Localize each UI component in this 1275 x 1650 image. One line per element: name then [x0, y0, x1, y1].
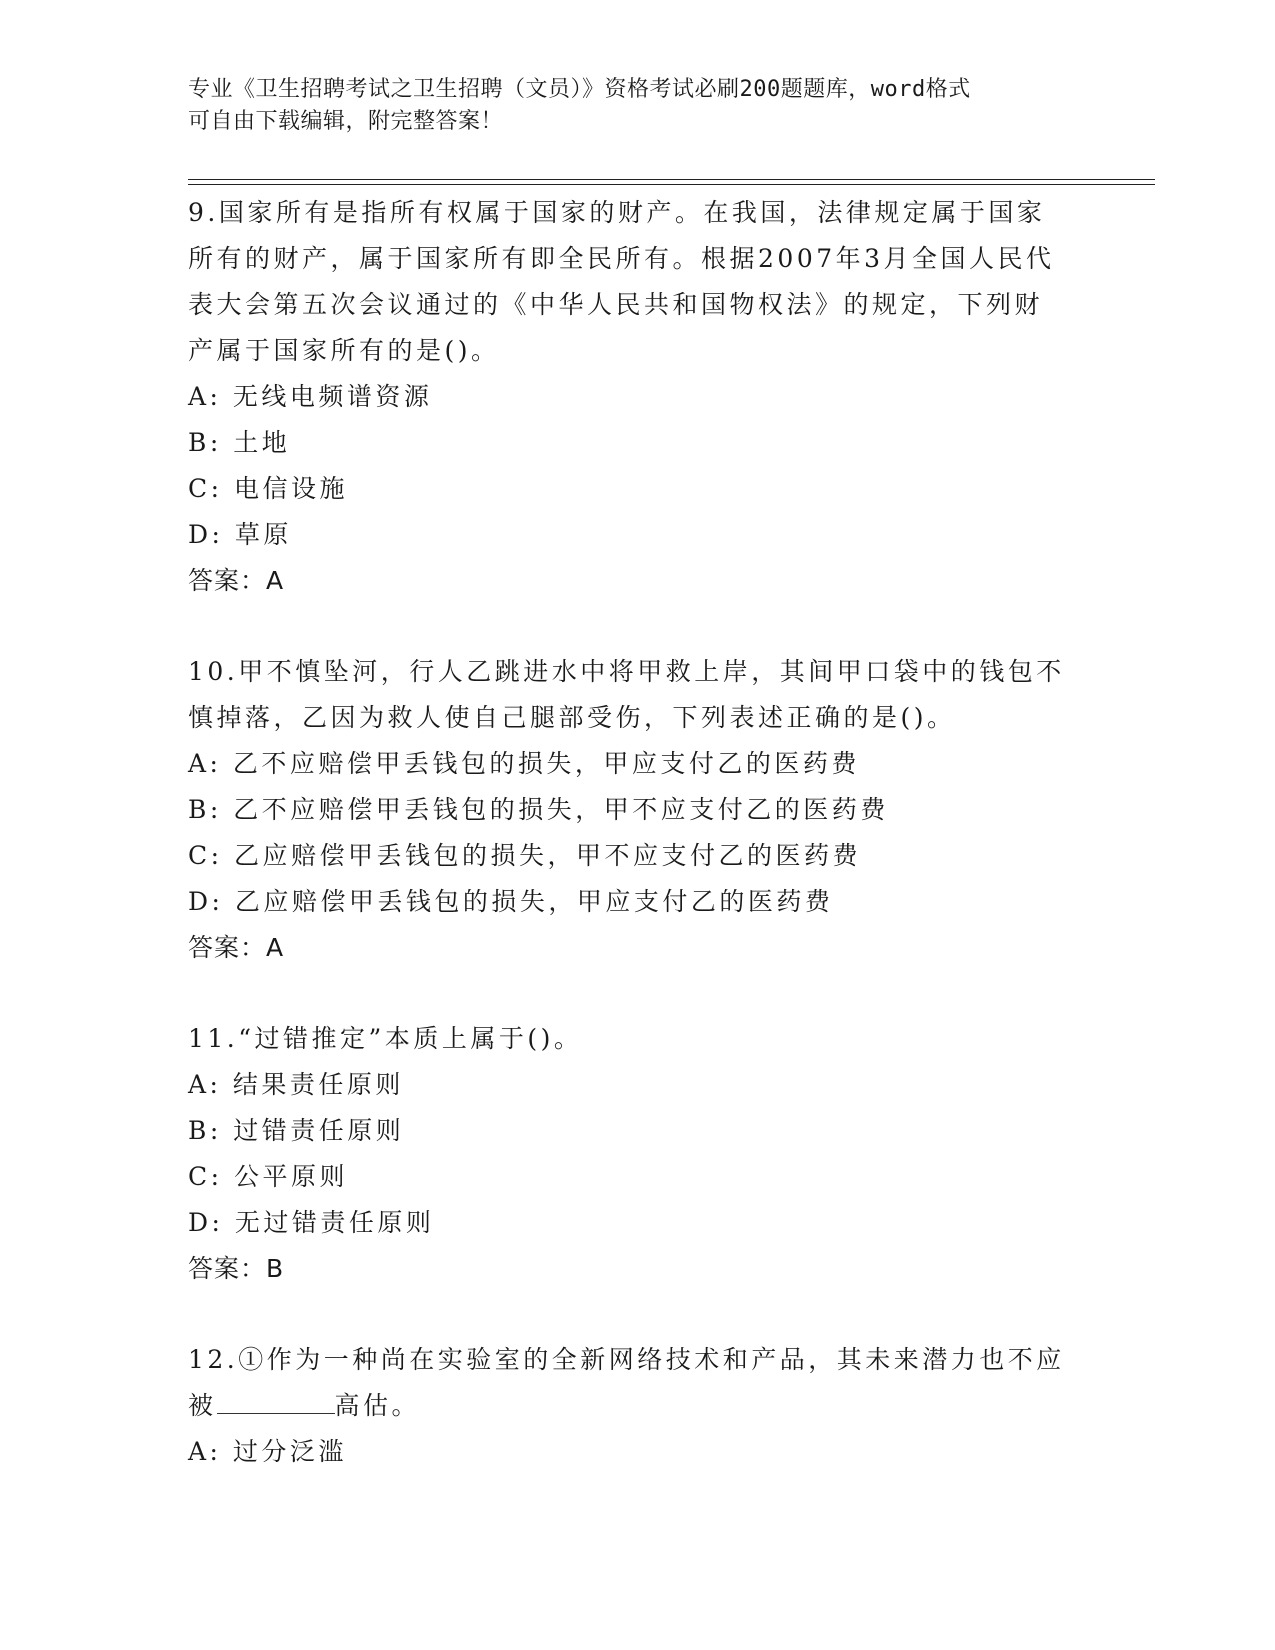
fill-in-blank	[217, 1391, 335, 1414]
stem-line: 表大会第五次会议通过的《中华人民共和国物权法》的规定，下列财	[188, 290, 1044, 319]
option-b: B: 乙不应赔偿甲丢钱包的损失，甲不应支付乙的医药费	[188, 795, 889, 824]
header-line-1: 专业《卫生招聘考试之卫生招聘（文员）》资格考试必刷200题题库，word格式	[188, 77, 971, 102]
question-10	[188, 649, 1088, 971]
answer: 答案：A	[188, 933, 285, 962]
header-rule-top	[188, 179, 1155, 180]
answer: 答案：A	[188, 566, 285, 595]
stem-line	[188, 1383, 1088, 1429]
option-d: D: 草原	[188, 520, 292, 549]
header-line-2: 可自由下载编辑，附完整答案！	[188, 109, 504, 134]
stem-line: 10.甲不慎坠河，行人乙跳进水中将甲救上岸，其间甲口袋中的钱包不	[188, 657, 1065, 686]
question-12	[188, 1337, 1088, 1475]
option-c: C: 乙应赔偿甲丢钱包的损失，甲不应支付乙的医药费	[188, 841, 862, 870]
option-c: C: 公平原则	[188, 1162, 348, 1191]
stem-line: 慎掉落，乙因为救人使自己腿部受伤，下列表述正确的是()。	[188, 703, 956, 732]
document-header	[188, 74, 1088, 138]
option-a: A: 乙不应赔偿甲丢钱包的损失，甲应支付乙的医药费	[188, 749, 860, 778]
question-list	[188, 190, 1088, 1475]
option-b: B: 过错责任原则	[188, 1116, 405, 1145]
question-stem	[188, 1016, 1088, 1062]
question-stem	[188, 190, 1088, 374]
stem-line: 12.①作为一种尚在实验室的全新网络技术和产品，其未来潜力也不应	[188, 1345, 1065, 1374]
answer: 答案：B	[188, 1254, 285, 1283]
option-a: A: 无线电频谱资源	[188, 382, 433, 411]
stem-line: 11.“过错推定”本质上属于()。	[188, 1024, 583, 1053]
stem-line: 产属于国家所有的是()。	[188, 336, 500, 365]
spacer	[188, 1292, 1088, 1337]
spacer	[188, 971, 1088, 1016]
option-c: C: 电信设施	[188, 474, 348, 503]
stem-text: 高估。	[334, 1391, 421, 1420]
stem-text: 被	[188, 1391, 217, 1420]
option-a: A: 过分泛滥	[188, 1437, 347, 1466]
option-d: D: 无过错责任原则	[188, 1208, 435, 1237]
stem-line: 9.国家所有是指所有权属于国家的财产。在我国，法律规定属于国家	[188, 198, 1046, 227]
question-stem	[188, 1337, 1088, 1429]
stem-line: 所有的财产，属于国家所有即全民所有。根据2007年3月全国人民代	[188, 244, 1055, 273]
question-stem	[188, 649, 1088, 741]
option-d: D: 乙应赔偿甲丢钱包的损失，甲应支付乙的医药费	[188, 887, 834, 916]
question-9	[188, 190, 1088, 604]
option-a: A: 结果责任原则	[188, 1070, 404, 1099]
spacer	[188, 604, 1088, 649]
header-rule-bottom	[188, 184, 1155, 185]
question-11	[188, 1016, 1088, 1292]
option-b: B: 土地	[188, 428, 291, 457]
